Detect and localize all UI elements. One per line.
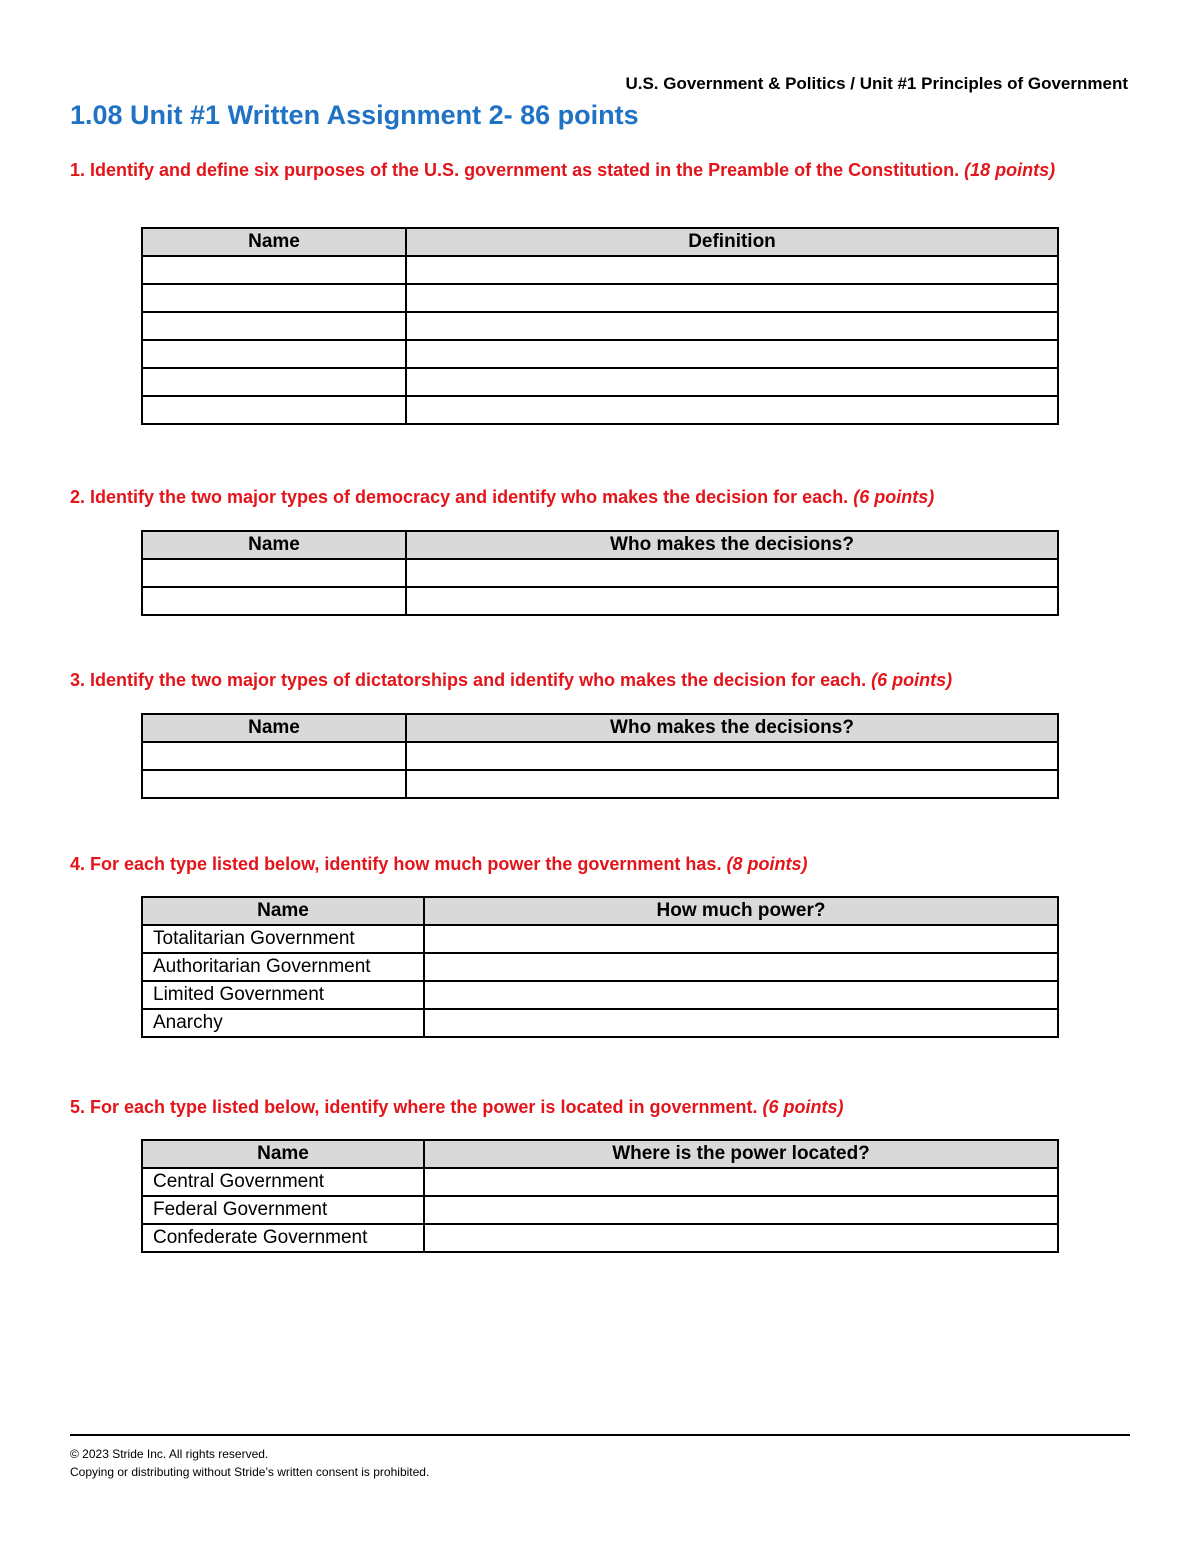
table-header-row [142, 228, 1058, 256]
course-header: U.S. Government & Politics / Unit #1 Principles of Government [625, 74, 1128, 93]
question-5-points: (6 points) [762, 1097, 844, 1117]
name-cell[interactable] [142, 340, 406, 368]
name-cell[interactable] [142, 742, 406, 770]
answer-cell[interactable] [406, 742, 1058, 770]
column-header-decisions: Who makes the decisions? [406, 714, 1058, 742]
table-row [142, 1224, 1058, 1252]
question-3 [70, 667, 1130, 693]
table-row [142, 981, 1058, 1009]
answer-cell[interactable] [406, 284, 1058, 312]
name-cell[interactable] [142, 284, 406, 312]
table-row [142, 368, 1058, 396]
table-row [142, 1009, 1058, 1037]
answer-cell[interactable] [406, 340, 1058, 368]
table-row [142, 587, 1058, 615]
name-cell[interactable] [142, 396, 406, 424]
column-header-power: How much power? [424, 897, 1058, 925]
question-4-points: (8 points) [726, 854, 808, 874]
name-cell: Limited Government [142, 981, 424, 1009]
question-2-points: (6 points) [853, 487, 935, 507]
table-row [142, 256, 1058, 284]
column-header-name: Name [142, 897, 424, 925]
table-row [142, 770, 1058, 798]
name-cell[interactable] [142, 256, 406, 284]
power-location-table [141, 1139, 1059, 1253]
question-2 [70, 484, 1130, 510]
answer-cell[interactable] [406, 587, 1058, 615]
column-header-location: Where is the power located? [424, 1140, 1058, 1168]
name-cell: Central Government [142, 1168, 424, 1196]
name-cell[interactable] [142, 770, 406, 798]
column-header-name: Name [142, 531, 406, 559]
table-header-row [142, 531, 1058, 559]
column-header-definition: Definition [406, 228, 1058, 256]
name-cell: Federal Government [142, 1196, 424, 1224]
page-title: 1.08 Unit #1 Written Assignment 2- 86 points [70, 100, 639, 130]
table-row [142, 925, 1058, 953]
footer-notice: Copying or distributing without Stride’s written consent is prohibited. [70, 1465, 430, 1479]
answer-cell[interactable] [406, 368, 1058, 396]
table-header-row [142, 714, 1058, 742]
name-cell[interactable] [142, 312, 406, 340]
name-cell[interactable] [142, 368, 406, 396]
answer-cell[interactable] [406, 256, 1058, 284]
name-cell: Confederate Government [142, 1224, 424, 1252]
table-row [142, 312, 1058, 340]
question-4-text: 4. For each type listed below, identify how much power the government has. [70, 854, 722, 874]
question-5 [70, 1094, 1130, 1120]
answer-cell[interactable] [424, 1224, 1058, 1252]
answer-cell[interactable] [406, 312, 1058, 340]
table-row [142, 742, 1058, 770]
column-header-name: Name [142, 1140, 424, 1168]
answer-cell[interactable] [424, 925, 1058, 953]
table-header-row [142, 1140, 1058, 1168]
table-row [142, 284, 1058, 312]
table-row [142, 559, 1058, 587]
name-cell: Anarchy [142, 1009, 424, 1037]
question-5-text: 5. For each type listed below, identify where the power is located in government. [70, 1097, 758, 1117]
answer-cell[interactable] [424, 953, 1058, 981]
question-1-text: 1. Identify and define six purposes of the U.S. government as stated in the Preamble of the Constitution. [70, 160, 960, 180]
footer-divider [70, 1434, 1130, 1436]
question-1-points: (18 points) [964, 160, 1056, 180]
answer-cell[interactable] [406, 770, 1058, 798]
table-row [142, 953, 1058, 981]
table-row [142, 396, 1058, 424]
power-amount-table [141, 896, 1059, 1038]
question-3-points: (6 points) [871, 670, 953, 690]
table-header-row [142, 897, 1058, 925]
answer-cell[interactable] [406, 559, 1058, 587]
democracy-table [141, 530, 1059, 616]
answer-cell[interactable] [424, 1009, 1058, 1037]
answer-cell[interactable] [424, 981, 1058, 1009]
answer-cell[interactable] [424, 1168, 1058, 1196]
name-cell[interactable] [142, 587, 406, 615]
footer [70, 1445, 429, 1481]
column-header-decisions: Who makes the decisions? [406, 531, 1058, 559]
question-1 [70, 157, 1130, 183]
table-row [142, 1196, 1058, 1224]
table-row [142, 1168, 1058, 1196]
name-cell: Authoritarian Government [142, 953, 424, 981]
column-header-name: Name [142, 228, 406, 256]
name-cell: Totalitarian Government [142, 925, 424, 953]
question-4 [70, 851, 1130, 877]
purposes-table [141, 227, 1059, 425]
name-cell[interactable] [142, 559, 406, 587]
dictatorship-table [141, 713, 1059, 799]
answer-cell[interactable] [424, 1196, 1058, 1224]
column-header-name: Name [142, 714, 406, 742]
answer-cell[interactable] [406, 396, 1058, 424]
table-row [142, 340, 1058, 368]
question-2-text: 2. Identify the two major types of democracy and identify who makes the decision for each. [70, 487, 849, 507]
question-3-text: 3. Identify the two major types of dictatorships and identify who makes the decision for each. [70, 670, 867, 690]
footer-copyright: © 2023 Stride Inc. All rights reserved. [70, 1447, 269, 1461]
